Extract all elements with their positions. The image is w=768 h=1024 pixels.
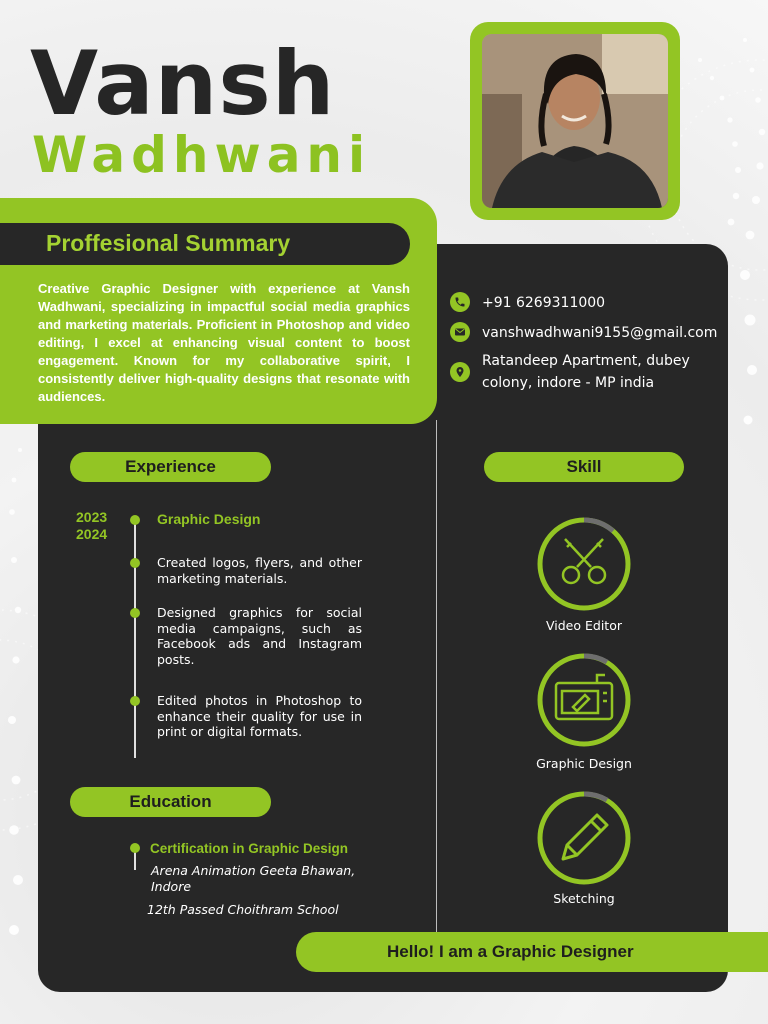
tagline-banner: Hello! I am a Graphic Designer (296, 932, 768, 972)
experience-bullet: Created logos, flyers, and other marketing materials. (157, 555, 362, 586)
column-divider (436, 420, 437, 932)
education-heading: Education (70, 787, 271, 817)
phone-text: +91 6269311000 (482, 295, 606, 311)
skill-heading: Skill (484, 452, 684, 482)
experience-bullet: Designed graphics for social media campaigns, such as Facebook ads and Instagram posts. (157, 605, 362, 667)
email-icon (450, 322, 470, 342)
timeline-dot (130, 608, 140, 618)
year-start: 2023 (76, 509, 108, 525)
profile-photo-frame (470, 22, 680, 220)
certification-title: Certification in Graphic Design (150, 841, 349, 856)
scissors-icon (535, 515, 633, 613)
timeline-dot (130, 558, 140, 568)
contact-address (450, 350, 690, 394)
address-line-2: colony, indore - MP india (482, 375, 655, 391)
address-line-1: Ratandeep Apartment, dubey (482, 353, 690, 369)
timeline-dot (130, 696, 140, 706)
contact-email (450, 322, 717, 344)
address-text (482, 350, 690, 394)
name-last: Wadhwani (32, 126, 372, 184)
skill-label: Graphic Design (536, 756, 632, 771)
contact-phone (450, 292, 605, 314)
location-icon (450, 362, 470, 382)
timeline-dot (130, 843, 140, 853)
summary-text: Creative Graphic Designer with experience at Vansh Wadhwani, specializing in impactful social media graphics and marketing materials. Proficient in Photoshop and video editing, I excel at enhancing visual content to boost engagement. Known for my collaborative spirit, I consistently deliver high-quality designs that resonate with audiences. (38, 281, 410, 404)
experience-bullet: Edited photos in Photoshop to enhance their quality for use in print or digital formats. (157, 693, 362, 739)
year-end: 2024 (76, 526, 108, 542)
name-first: Vansh (30, 32, 336, 135)
phone-icon (450, 292, 470, 312)
skill-label: Sketching (553, 891, 615, 906)
summary-title: Proffesional Summary (46, 230, 291, 256)
certification-institute: Arena Animation Geeta Bhawan, Indore (151, 863, 356, 894)
drawing-tablet-icon (535, 651, 633, 749)
experience-years (76, 509, 118, 543)
school-text: 12th Passed Choithram School (147, 902, 339, 917)
profile-photo (482, 34, 668, 208)
experience-heading: Experience (70, 452, 271, 482)
skill-label: Video Editor (546, 618, 622, 633)
email-text: vanshwadhwani9155@gmail.com (482, 325, 718, 341)
job-title: Graphic Design (157, 511, 261, 527)
experience-timeline (134, 518, 136, 758)
pencil-icon (535, 789, 633, 887)
timeline-dot (130, 515, 140, 525)
